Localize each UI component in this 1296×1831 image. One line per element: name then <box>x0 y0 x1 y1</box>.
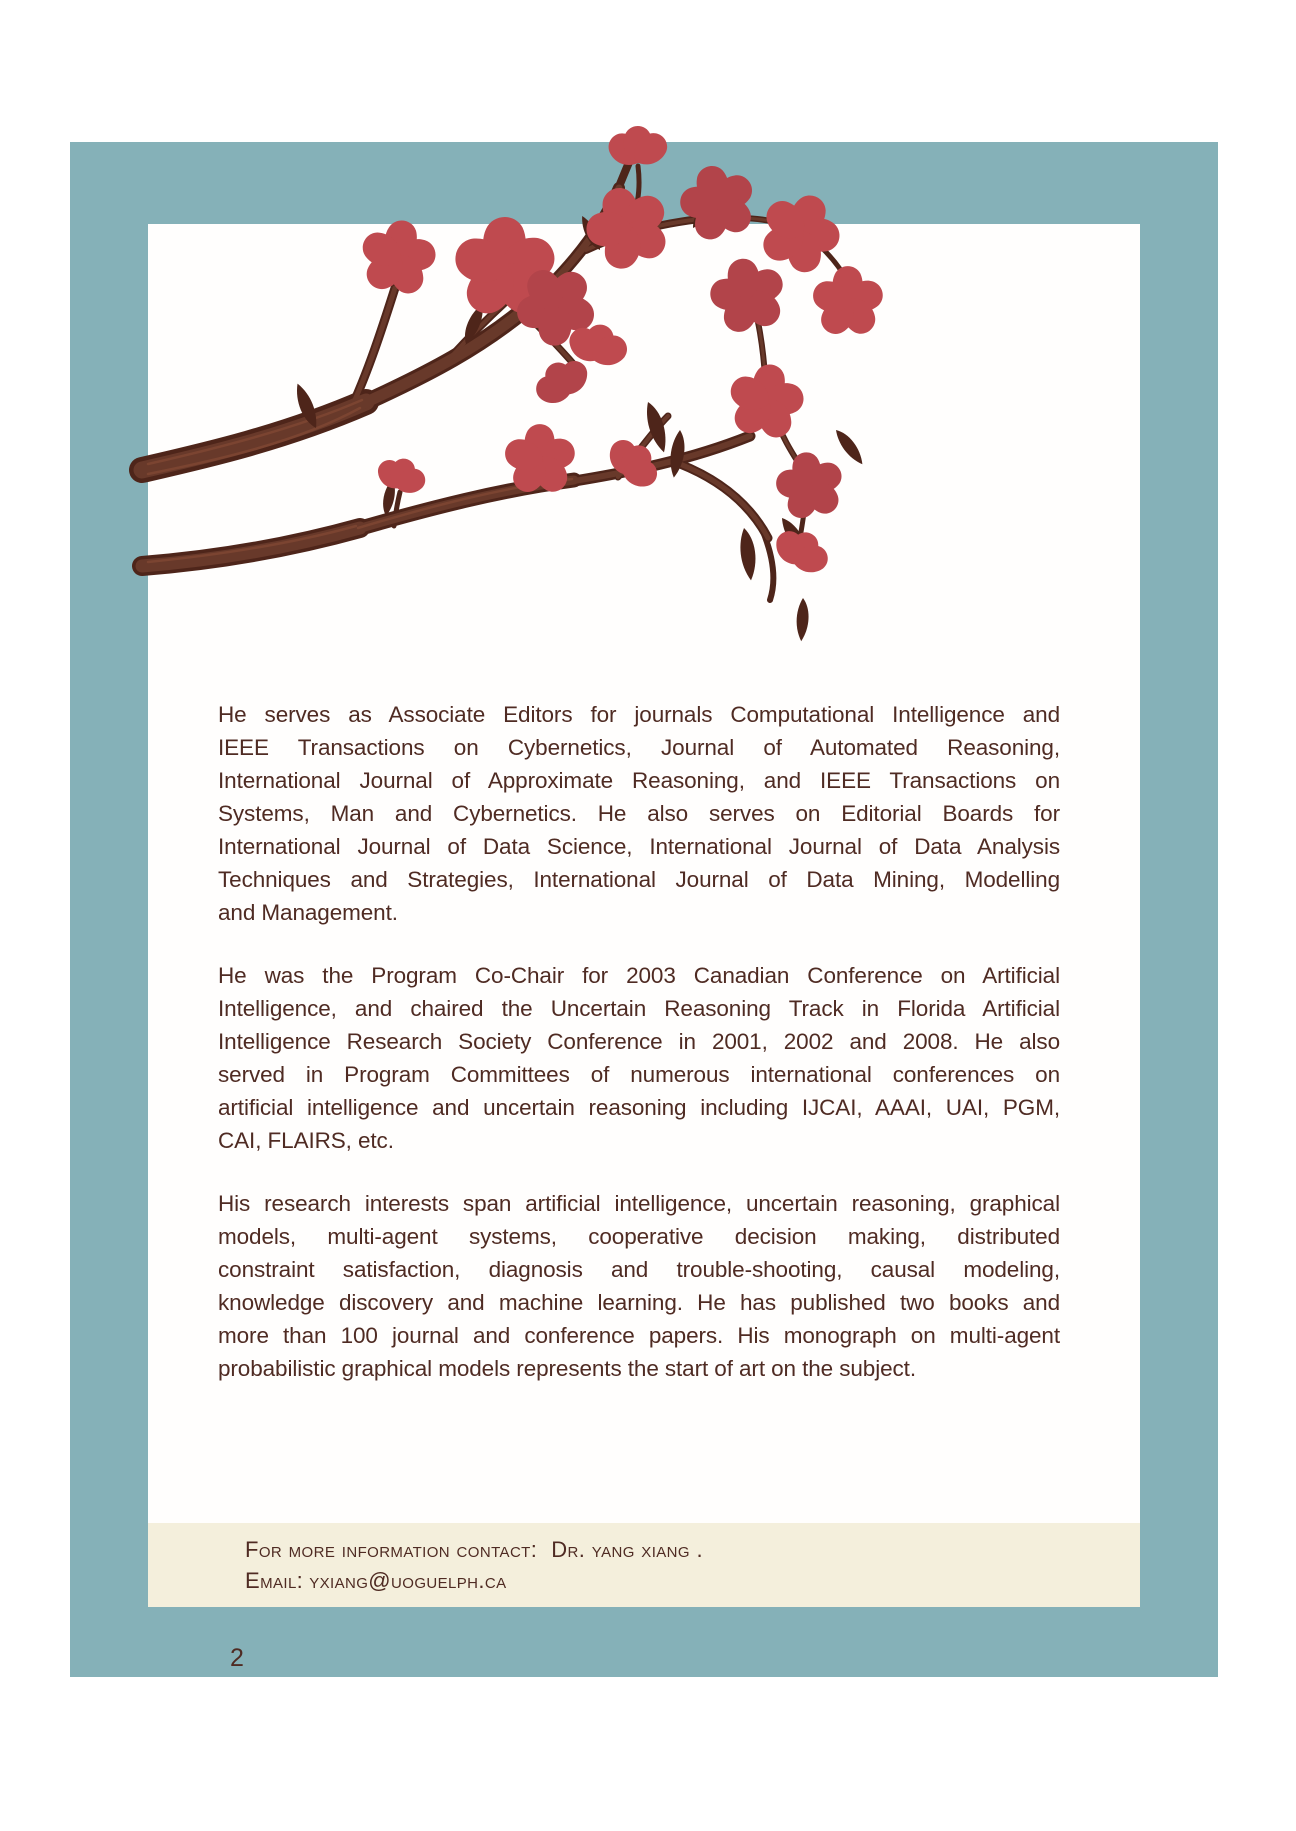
contact-label: For more information contact: <box>245 1537 538 1562</box>
teal-frame <box>70 142 1218 1677</box>
text-line: International Journal of Data Science, International Journal of Data Analysis <box>218 834 1060 859</box>
page-number: 2 <box>230 1644 244 1672</box>
text-line: Intelligence Research Society Conference in 2001, 2002 and 2008. He also <box>218 1029 1060 1054</box>
text-line: artificial intelligence and uncertain reasoning including IJCAI, AAAI, UAI, PGM, <box>218 1095 1060 1120</box>
email-line <box>148 1565 1140 1596</box>
contact-line <box>148 1523 1140 1565</box>
text-line: probabilistic graphical models represents the start of art on the subject. <box>218 1356 916 1381</box>
text-line: Techniques and Strategies, International Journal of Data Mining, Modelling <box>218 867 1060 892</box>
blossoms <box>351 126 887 589</box>
body-paragraph <box>218 698 1060 929</box>
cherry-blossom-illustration <box>148 130 870 610</box>
email-label: Email: <box>245 1568 304 1593</box>
text-line: CAI, FLAIRS, etc. <box>218 1128 394 1153</box>
text-line: served in Program Committees of numerous international conferences on <box>218 1062 1060 1087</box>
body-paragraph <box>218 1187 1060 1385</box>
contact-value: Dr. yang xiang . <box>551 1537 704 1562</box>
text-line: IEEE Transactions on Cybernetics, Journal of Automated Reasoning, <box>218 735 1060 760</box>
body-paragraph <box>218 959 1060 1157</box>
text-line: and Management. <box>218 900 398 925</box>
email-value: yxiang@uoguelph.ca <box>309 1568 507 1593</box>
text-line: His research interests span artificial intelligence, uncertain reasoning, graphical <box>218 1191 1060 1216</box>
text-line: more than 100 journal and conference papers. His monograph on multi-agent <box>218 1323 1060 1348</box>
text-line: Intelligence, and chaired the Uncertain Reasoning Track in Florida Artificial <box>218 996 1060 1021</box>
text-line: He was the Program Co-Chair for 2003 Canadian Conference on Artificial <box>218 963 1060 988</box>
text-line: Systems, Man and Cybernetics. He also serves on Editorial Boards for <box>218 801 1060 826</box>
text-line: International Journal of Approximate Reasoning, and IEEE Transactions on <box>218 768 1060 793</box>
text-line: He serves as Associate Editors for journals Computational Intelligence and <box>218 702 1060 727</box>
contact-band <box>148 1523 1140 1607</box>
text-line: models, multi-agent systems, cooperative decision making, distributed <box>218 1224 1060 1249</box>
body-text <box>218 698 1060 1415</box>
text-line: knowledge discovery and machine learning. He has published two books and <box>218 1290 1060 1315</box>
text-line: constraint satisfaction, diagnosis and trouble-shooting, causal modeling, <box>218 1257 1060 1282</box>
